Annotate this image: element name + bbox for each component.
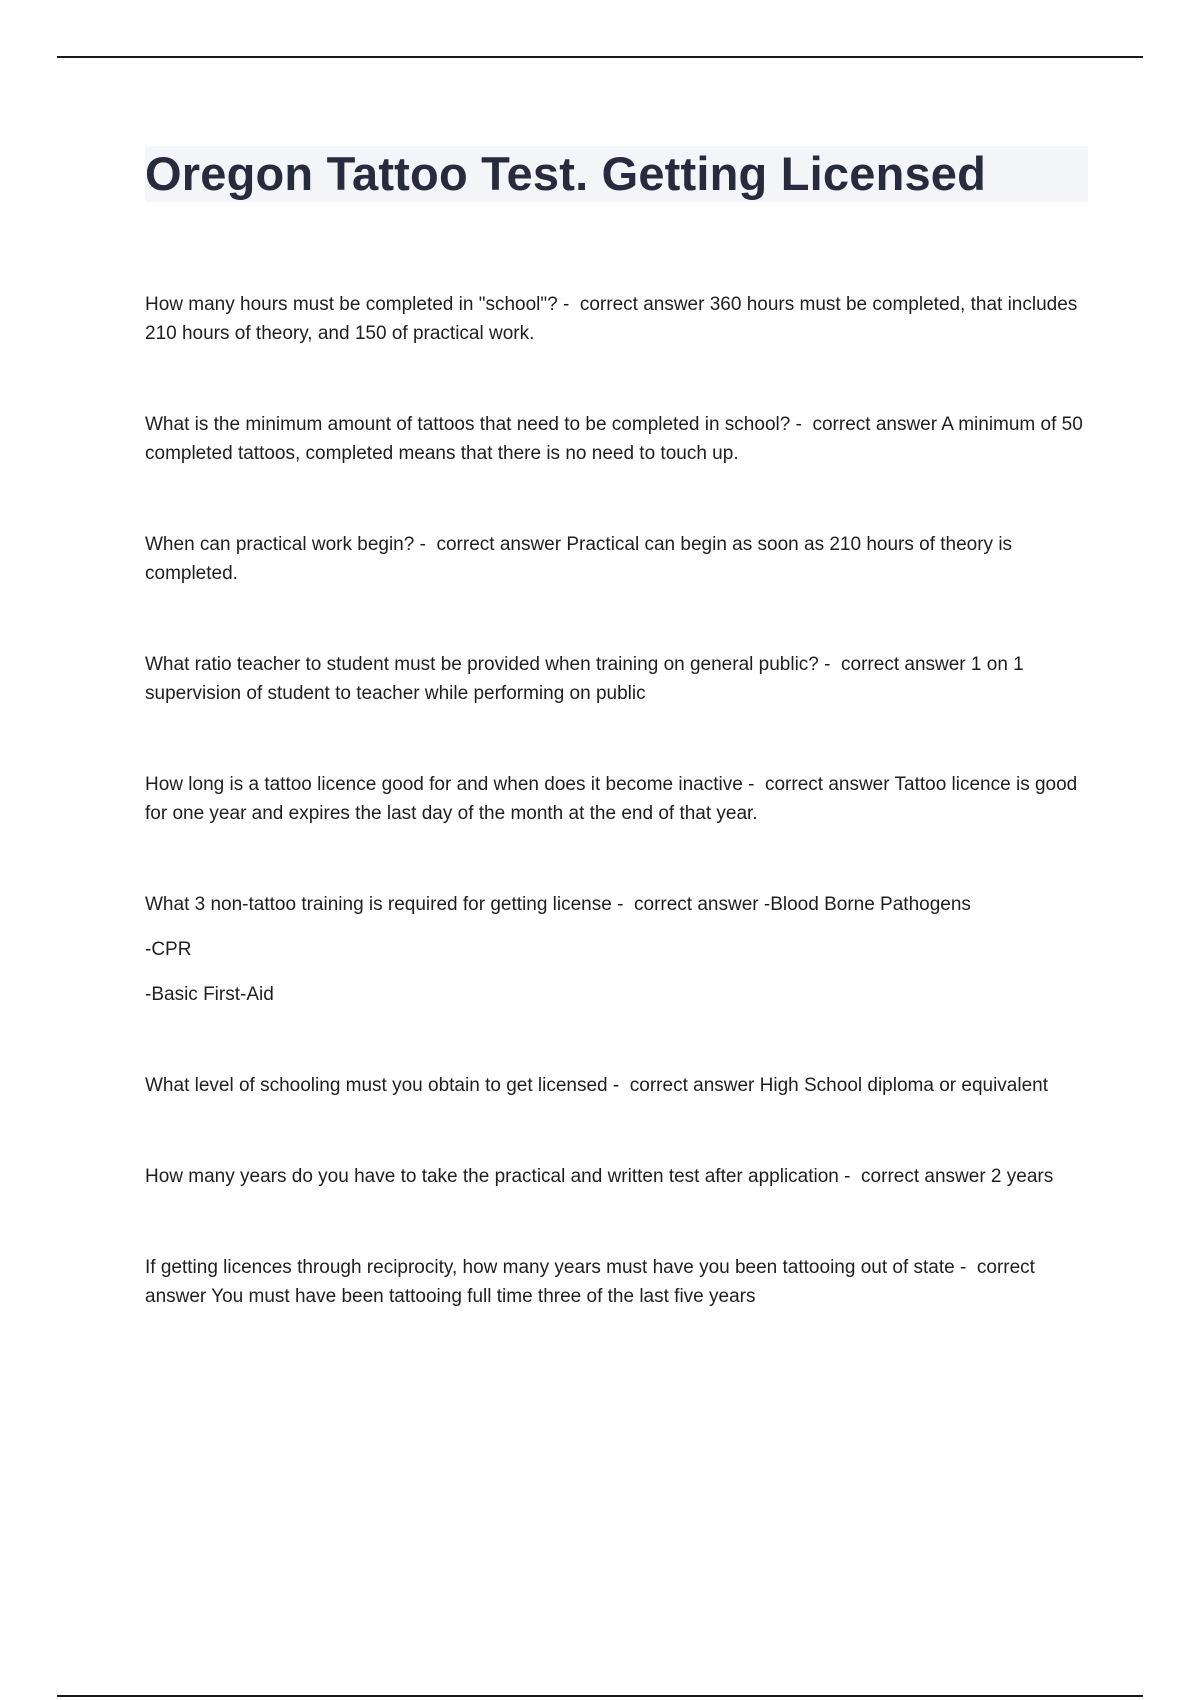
qa-item bbox=[145, 290, 1090, 348]
answer-list-line: -CPR bbox=[145, 939, 192, 960]
qa-item bbox=[145, 530, 1090, 588]
separator: - bbox=[818, 654, 842, 675]
answer-text: correct answer 2 years bbox=[861, 1166, 1054, 1187]
question-text: What is the minimum amount of tattoos that need to be completed in school? bbox=[145, 414, 791, 435]
separator: - bbox=[742, 774, 765, 795]
qa-item bbox=[145, 1253, 1090, 1311]
qa-list bbox=[145, 290, 1090, 1373]
answer-text: correct answer Practical can begin as soon as 210 hours of theory is completed. bbox=[145, 534, 1013, 584]
separator: - bbox=[954, 1257, 977, 1278]
separator: - bbox=[790, 414, 813, 435]
answer-list-line: -Basic First-Aid bbox=[145, 984, 274, 1005]
answer-text: correct answer -Blood Borne Pathogens bbox=[634, 894, 971, 915]
bottom-rule bbox=[57, 1695, 1143, 1697]
answer-text: correct answer Tattoo licence is good for one year and expires the last day of the month at the end of that year. bbox=[145, 774, 1078, 824]
question-text: What 3 non-tattoo training is required for getting license bbox=[145, 894, 612, 915]
qa-item bbox=[145, 1071, 1090, 1100]
question-text: If getting licences through reciprocity, how many years must have you been tattooing out of state bbox=[145, 1257, 955, 1278]
question-text: How many hours must be completed in "school"? bbox=[145, 294, 558, 315]
answer-text: correct answer High School diploma or equivalent bbox=[629, 1075, 1048, 1096]
separator: - bbox=[414, 534, 437, 555]
answer-text: correct answer You must have been tattooing full time three of the last five years bbox=[145, 1257, 1035, 1307]
question-text: When can practical work begin? bbox=[145, 534, 415, 555]
answer-text: correct answer 1 on 1 supervision of student to teacher while performing on public bbox=[145, 654, 1024, 704]
question-text: What ratio teacher to student must be provided when training on general public? bbox=[145, 654, 819, 675]
page-title: Oregon Tattoo Test. Getting Licensed bbox=[145, 147, 987, 200]
separator: - bbox=[838, 1166, 862, 1187]
separator: - bbox=[607, 1075, 630, 1096]
answer-text: correct answer A minimum of 50 completed tattoos, completed means that there is no need to touch up. bbox=[145, 414, 1083, 464]
separator: - bbox=[557, 294, 580, 315]
qa-item bbox=[145, 410, 1090, 468]
answer-text: correct answer 360 hours must be completed, that includes 210 hours of theory, and 150 of practical work. bbox=[145, 294, 1078, 344]
top-rule bbox=[57, 56, 1143, 58]
qa-item bbox=[145, 770, 1090, 828]
qa-item bbox=[145, 1162, 1090, 1191]
question-text: How many years do you have to take the practical and written test after application bbox=[145, 1166, 839, 1187]
qa-item bbox=[145, 890, 1090, 919]
qa-item bbox=[145, 650, 1090, 708]
question-text: What level of schooling must you obtain to get licensed bbox=[145, 1075, 608, 1096]
question-text: How long is a tattoo licence good for and when does it become inactive bbox=[145, 774, 743, 795]
separator: - bbox=[611, 894, 634, 915]
